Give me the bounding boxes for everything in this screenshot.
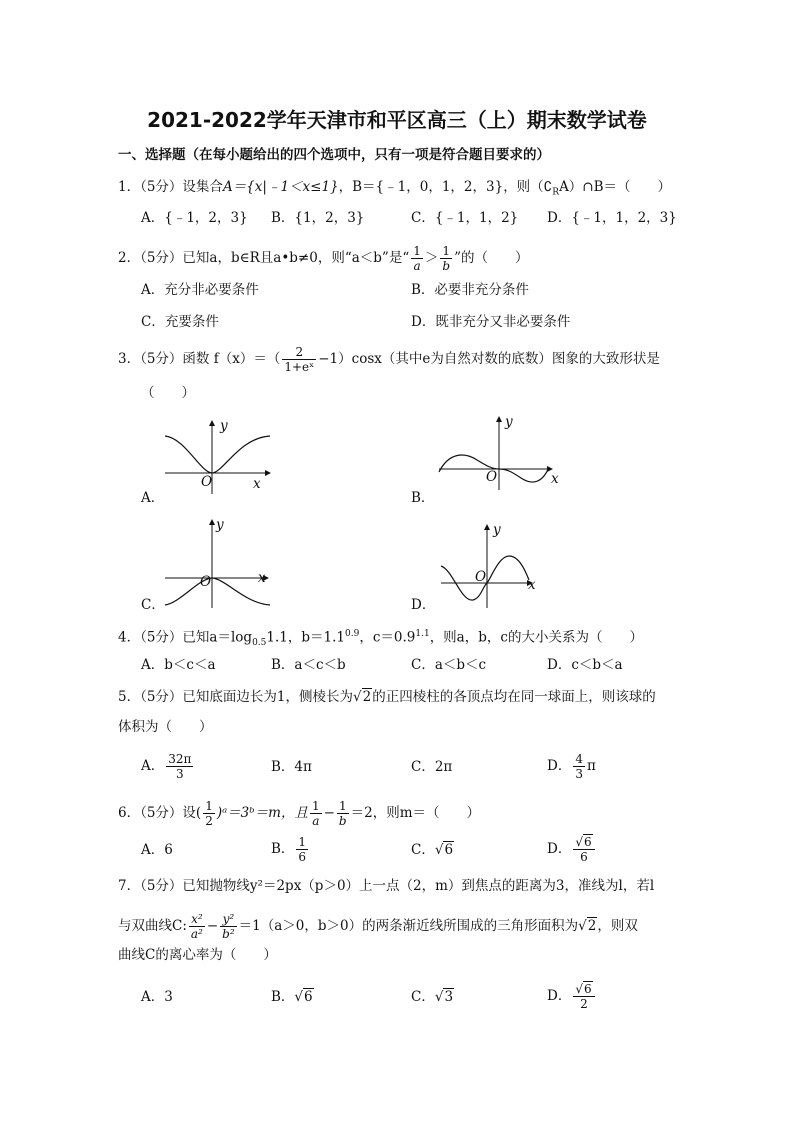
q7-option-a: A．3 bbox=[141, 989, 173, 1005]
fraction: $\frac{1}{b}$ bbox=[338, 799, 347, 828]
graph-b-label: B． bbox=[411, 490, 435, 506]
graph-d-origin: O bbox=[475, 569, 487, 585]
fraction: $\frac{\text{y²}}{\text{b²}}$ bbox=[222, 912, 235, 941]
fraction: $\frac{√6}{6}$ bbox=[573, 835, 594, 864]
q1-option-d: D．{﹣1，1，2，3} bbox=[547, 210, 677, 226]
graph-c-x-label: x bbox=[258, 570, 266, 586]
q7-option-c: C．√3 bbox=[411, 989, 454, 1005]
graph-c-label: C． bbox=[141, 597, 165, 613]
q4-option-a: A．b＜c＜a bbox=[141, 657, 216, 673]
q7-option-b: B．√6 bbox=[271, 989, 313, 1005]
q5-option-d: D． $\frac{4}{3}$ π bbox=[547, 752, 596, 781]
fraction: $\frac{1}{6}$ bbox=[298, 835, 307, 864]
q4-option-d: D．c＜b＜a bbox=[547, 657, 623, 673]
question-4-stem: 4．（5分）已知$a=\log_{0.5}1.1$，$b=1.1^{0.9}$，$c=0.9^{1.1}$，则a，b，c的大小关系为（ ） bbox=[118, 629, 643, 649]
question-3-stem-cont: （ ） bbox=[141, 385, 195, 401]
graph-a-y-label: y bbox=[220, 418, 228, 434]
question-7-stem-cont-2: 曲线C的离心率为（ ） bbox=[118, 947, 277, 963]
q2-option-c: C．充要条件 bbox=[141, 314, 219, 330]
q6-option-d: D． $\frac{√6}{6}$ bbox=[547, 835, 597, 864]
q1-option-b: B．{1，2，3} bbox=[271, 210, 365, 226]
graph-a-x-label: x bbox=[253, 476, 261, 492]
page-title: 2021-2022学年天津市和平区高三（上）期末数学试卷 bbox=[147, 108, 647, 132]
graph-a-label: A． bbox=[141, 490, 165, 506]
q2-option-a: A．充分非必要条件 bbox=[141, 282, 259, 298]
question-7-stem: 7．（5分）已知抛物线y²＝2px（p＞0）上一点（2，m）到焦点的距离为3，准线为l，若l bbox=[118, 878, 655, 894]
graph-a-origin: O bbox=[201, 474, 213, 490]
q5-option-a: A． $\frac{32\pi}{3}$ bbox=[141, 752, 192, 781]
sqrt: √3 bbox=[434, 989, 454, 1005]
fraction: $\frac{1}{a}$ bbox=[311, 799, 320, 828]
q5-option-b: B．4π bbox=[271, 759, 312, 775]
fraction: $\frac{1}{b}$ bbox=[442, 244, 451, 273]
question-5-stem-cont: 体积为（ ） bbox=[118, 719, 213, 735]
q4-option-b: B．a＜c＜b bbox=[271, 657, 346, 673]
sqrt: √6 bbox=[294, 989, 313, 1005]
question-2-stem: 2．（5分）已知a，b∈R且a•b≠0，则“a＜b”是“ $\frac{1}{a}$ ＞ $\frac{1}{b}$ ”的（ ） bbox=[118, 244, 529, 273]
q7-option-d: D． $\frac{√6}{2}$ bbox=[547, 982, 597, 1011]
q6-option-a: A．6 bbox=[141, 842, 173, 858]
sqrt: √2 bbox=[353, 689, 372, 705]
graph-c-y-label: y bbox=[216, 517, 224, 533]
fraction: $\frac{2}{\text{1+eˣ}}$ bbox=[284, 345, 315, 374]
question-5-stem: 5．（5分）已知底面边长为1，侧棱长为√2的正四棱柱的各顶点均在同一球面上，则该球的 bbox=[118, 689, 656, 705]
question-6-stem: 6．（5分）设( $\frac{1}{2}$ )ᵃ＝3ᵇ＝m，且 $\frac{1}{a}$ − $\frac{1}{b}$ ＝2，则m＝（ ） bbox=[118, 799, 480, 828]
q6-option-c: C．√6 bbox=[411, 842, 454, 858]
fraction: $\frac{1}{a}$ bbox=[413, 244, 421, 273]
q4-option-c: C．a＜b＜c bbox=[411, 657, 487, 673]
fraction: $\frac{4}{3}$ bbox=[575, 752, 583, 781]
sqrt: √2 bbox=[578, 918, 597, 934]
q5-option-c: C．2π bbox=[411, 759, 453, 775]
fraction: $\frac{\text{x²}}{\text{a²}}$ bbox=[190, 912, 203, 941]
graph-b-x-label: x bbox=[551, 471, 559, 487]
q1-option-a: A．{﹣1，2，3} bbox=[141, 210, 248, 226]
q1-option-c: C．{﹣1，1，2} bbox=[411, 210, 519, 226]
fraction: $\frac{1}{2}$ bbox=[205, 799, 213, 828]
question-3-stem: 3．（5分）函数 f（x）＝（ $\frac{2}{\text{1+eˣ}}$ −1）cosx（其中e为自然对数的底数）图象的大致形状是 bbox=[118, 345, 660, 374]
fraction: $\frac{√6}{2}$ bbox=[573, 982, 594, 1011]
question-7-stem-cont: 与双曲线C: $\frac{\text{x²}}{\text{a²}}$ − $\frac{\text{y²}}{\text{b²}}$ ＝1（a＞0，b＞0）的两条渐近线所围成的三角形面积为√2，则双 bbox=[118, 912, 638, 941]
section-heading: 一、选择题（在每小题给出的四个选项中，只有一项是符合题目要求的） bbox=[118, 147, 550, 163]
graph-b-origin: O bbox=[486, 469, 498, 485]
q2-option-d: D．既非充分又非必要条件 bbox=[411, 314, 571, 330]
graph-b-y-label: y bbox=[505, 414, 513, 430]
graph-d-x-label: x bbox=[528, 577, 536, 593]
graph-c-origin: O bbox=[200, 574, 212, 590]
graph-d-y-label: y bbox=[493, 522, 501, 538]
graph-d-label: D． bbox=[411, 597, 436, 613]
q6-option-b: B． $\frac{1}{6}$ bbox=[271, 835, 307, 864]
fraction: $\frac{32\pi}{3}$ bbox=[168, 752, 192, 781]
q2-option-b: B．必要非充分条件 bbox=[411, 282, 529, 298]
question-1-stem: 1．（5分）设集合A＝{x|﹣1＜x≤1}，B＝{﹣1，0，1，2，3}，则$(∁_RA)\cap B=$（ ） bbox=[118, 179, 672, 198]
sqrt: √6 bbox=[434, 842, 454, 858]
